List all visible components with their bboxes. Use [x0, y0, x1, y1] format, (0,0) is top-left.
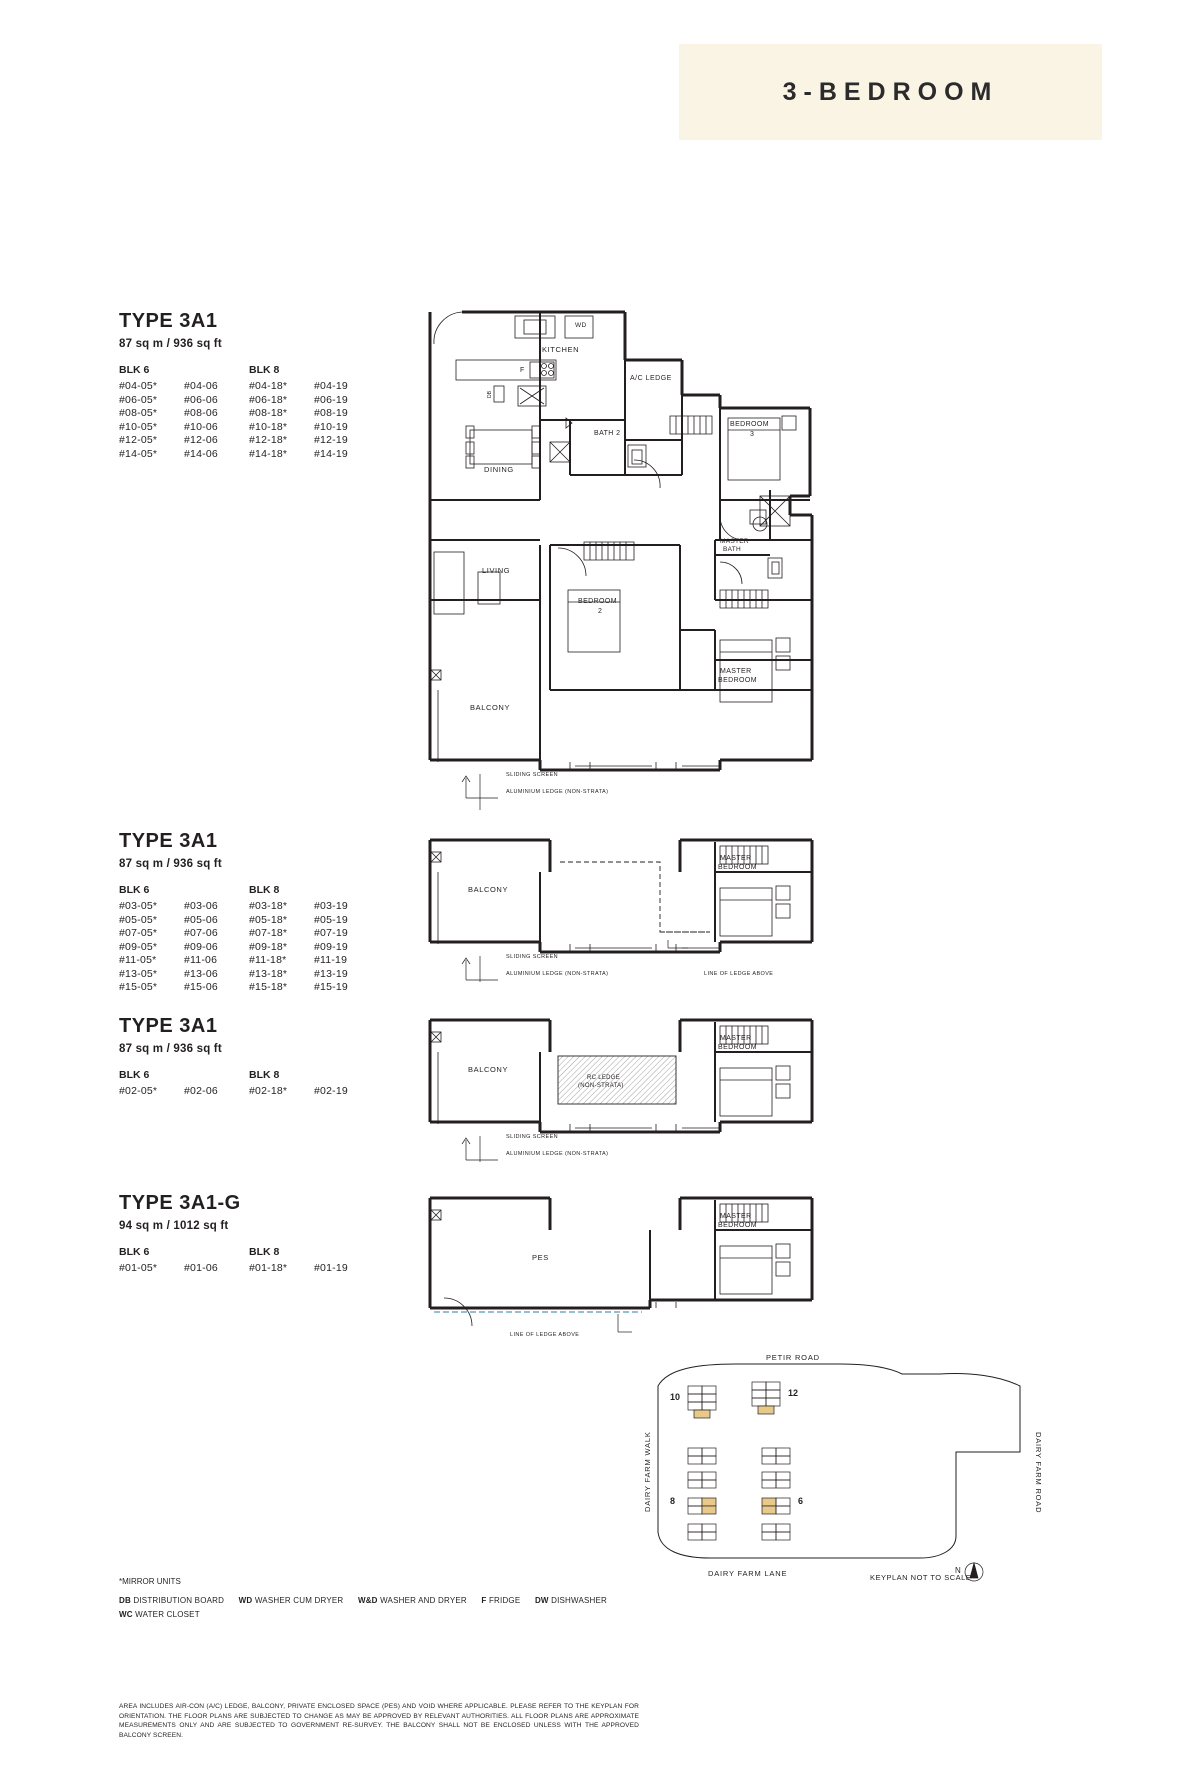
label-rc-ledge-2: (NON-STRATA) — [578, 1083, 624, 1089]
table-row — [119, 927, 374, 941]
floorplan-partial-4 — [420, 1190, 920, 1350]
keyplan-block-6: 6 — [798, 1496, 804, 1506]
label-master-bedroom-2: BEDROOM — [718, 677, 757, 684]
table-row — [119, 900, 374, 914]
unit-cell: #14-19 — [314, 447, 348, 460]
label-ac-ledge: A/C LEDGE — [630, 375, 672, 382]
table-row — [119, 434, 374, 448]
unit-cell: #06-19 — [314, 393, 348, 406]
plan-area: 87 sq m / 936 sq ft — [119, 1043, 222, 1055]
unit-cell: #02-19 — [314, 1085, 348, 1097]
unit-table — [119, 380, 374, 461]
unit-cell: #15-19 — [314, 981, 348, 993]
table-row — [119, 394, 374, 408]
floorplan-partial-2 — [420, 832, 920, 982]
unit-cell: #01-06 — [184, 1262, 218, 1274]
keyplan-block-12: 12 — [788, 1388, 799, 1398]
unit-cell: #09-05* — [119, 940, 158, 953]
blk-label-left: BLK 6 — [119, 884, 150, 896]
unit-cell: #01-19 — [314, 1262, 348, 1274]
label-master-bedroom: MASTER — [720, 1213, 752, 1220]
keyplan-block-10: 10 — [670, 1392, 681, 1402]
label-bath2: BATH 2 — [594, 430, 621, 437]
mirror-units-note: *MIRROR UNITS — [119, 1577, 181, 1586]
keyplan-road-top: PETIR ROAD — [766, 1353, 820, 1362]
unit-cell: #13-05* — [119, 967, 158, 980]
label-kitchen: KITCHEN — [542, 345, 580, 354]
label-balcony: BALCONY — [470, 703, 511, 712]
label-sliding-screen: SLIDING SCREEN — [506, 1134, 559, 1140]
blk-label-right: BLK 8 — [249, 884, 280, 896]
label-rc-ledge: RC LEDGE — [587, 1075, 621, 1081]
unit-cell: #10-18* — [249, 420, 288, 433]
legend-line-1 — [119, 1596, 607, 1605]
label-balcony: BALCONY — [468, 1065, 509, 1074]
label-balcony: BALCONY — [468, 885, 509, 894]
unit-cell: #02-18* — [249, 1085, 288, 1097]
plan-type-title: TYPE 3A1 — [119, 1015, 218, 1037]
blk-label-right: BLK 8 — [249, 364, 280, 376]
label-line-of-ledge: LINE OF LEDGE ABOVE — [510, 1332, 580, 1338]
unit-cell: #13-06 — [184, 967, 218, 980]
unit-cell: #12-05* — [119, 434, 158, 446]
unit-cell: #15-05* — [119, 981, 158, 993]
unit-cell: #08-06 — [184, 407, 218, 419]
unit-cell: #06-06 — [184, 393, 218, 406]
label-bedroom3-num: 3 — [750, 431, 754, 438]
unit-cell: #07-18* — [249, 927, 288, 939]
keyplan-block-8: 8 — [670, 1496, 676, 1506]
unit-cell: #14-18* — [249, 447, 288, 460]
table-row — [119, 1085, 374, 1099]
label-sliding-screen: SLIDING SCREEN — [506, 954, 559, 960]
floorplan-partial-3 — [420, 1012, 920, 1162]
unit-cell: #03-06 — [184, 900, 218, 912]
unit-cell: #10-19 — [314, 420, 348, 433]
table-row — [119, 1262, 374, 1276]
plan-type-title: TYPE 3A1-G — [119, 1192, 241, 1214]
unit-cell: #12-18* — [249, 434, 288, 446]
unit-cell: #12-06 — [184, 434, 218, 446]
keyplan-road-left: DAIRY FARM WALK — [643, 1431, 652, 1512]
label-aluminium-ledge: ALUMINIUM LEDGE (NON-STRATA) — [506, 971, 609, 977]
plan-type-title: TYPE 3A1 — [119, 310, 218, 332]
unit-cell: #08-05* — [119, 407, 158, 419]
unit-cell: #11-06 — [184, 954, 218, 966]
unit-cell: #01-05* — [119, 1262, 158, 1274]
unit-cell: #05-06 — [184, 913, 218, 926]
unit-cell: #03-18* — [249, 900, 288, 912]
unit-cell: #04-19 — [314, 380, 348, 392]
blk-label-left: BLK 6 — [119, 364, 150, 376]
unit-table — [119, 900, 374, 995]
keyplan — [640, 1352, 1060, 1612]
keyplan-note: KEYPLAN NOT TO SCALE — [870, 1573, 972, 1582]
legend-text-wandd: WASHER AND DRYER — [380, 1596, 467, 1605]
unit-cell: #14-06 — [184, 447, 218, 460]
unit-cell: #04-18* — [249, 380, 288, 392]
unit-cell: #11-05* — [119, 954, 157, 966]
label-master-bedroom: MASTER — [720, 855, 752, 862]
unit-cell: #15-06 — [184, 981, 218, 993]
legend-abbr-db: DB — [119, 1596, 131, 1605]
label-sliding-screen: SLIDING SCREEN — [506, 772, 559, 778]
label-master-bedroom: MASTER — [720, 1035, 752, 1042]
legend-abbr-wandd: W&D — [357, 1596, 378, 1605]
legend-text-f: FRIDGE — [488, 1596, 521, 1605]
disclaimer-text: AREA INCLUDES AIR-CON (A/C) LEDGE, BALCONY, PRIVATE ENCLOSED SPACE (PES) AND VOID WHERE APPLICABLE. PLEASE REFER TO THE KEYPLAN FOR ORIENTATION. THE FLOOR PLANS ARE SUBJECTED TO CHANGE AS MAY BE APPROVED BY RELEVANT AUTHORITIES. ALL FLOOR PLANS ARE APPROXIMATE MEASUREMENTS ONLY AND ARE SUBJECTED TO GOVERNMENT RE-SURVEY. THE BALCONY SHALL NOT BE ENCLOSED UNLESS WITH THE APPROVED BALCONY SCREEN. — [119, 1703, 639, 1739]
unit-cell: #13-18* — [249, 967, 288, 980]
unit-cell: #06-18* — [249, 393, 288, 406]
unit-cell: #01-18* — [249, 1262, 288, 1274]
label-line-of-ledge: LINE OF LEDGE ABOVE — [704, 971, 774, 977]
legend-text-dw: DISHWASHER — [551, 1596, 608, 1605]
plan-area: 87 sq m / 936 sq ft — [119, 858, 222, 870]
unit-cell: #10-06 — [184, 420, 218, 433]
label-bedroom3: BEDROOM — [730, 421, 769, 428]
page-header-banner — [679, 44, 1102, 140]
label-master-bath: MASTER — [720, 538, 749, 545]
legend-text-wd: WASHER CUM DRYER — [254, 1596, 344, 1605]
legend-abbr-wd: WD — [238, 1596, 253, 1605]
unit-cell: #07-05* — [119, 927, 158, 939]
label-living: LIVING — [482, 566, 511, 575]
label-master-bedroom: MASTER — [720, 668, 752, 675]
label-master-bedroom-2: BEDROOM — [718, 1222, 757, 1229]
label-dining: DINING — [484, 465, 514, 474]
label-master-bedroom-2: BEDROOM — [718, 1044, 757, 1051]
label-db: DB — [487, 391, 493, 398]
legend-line-2 — [119, 1610, 200, 1619]
unit-cell: #05-19 — [314, 913, 348, 926]
label-fridge: F — [520, 367, 525, 374]
table-row — [119, 380, 374, 394]
plan-info-1 — [119, 310, 374, 461]
legend-abbr-dw: DW — [534, 1596, 549, 1605]
keyplan-north: N — [955, 1566, 961, 1575]
plan-area: 87 sq m / 936 sq ft — [119, 338, 222, 350]
unit-cell: #10-05* — [119, 420, 158, 433]
label-aluminium-ledge: ALUMINIUM LEDGE (NON-STRATA) — [506, 789, 609, 795]
legend-abbr-f: F — [481, 1596, 487, 1605]
unit-cell: #15-18* — [249, 981, 288, 993]
blk-label-left: BLK 6 — [119, 1246, 150, 1258]
label-master-bath-2: BATH — [723, 546, 742, 553]
label-aluminium-ledge: ALUMINIUM LEDGE (NON-STRATA) — [506, 1151, 609, 1157]
blk-label-right: BLK 8 — [249, 1246, 280, 1258]
keyplan-road-right: DAIRY FARM ROAD — [1034, 1432, 1043, 1514]
table-row — [119, 981, 374, 995]
label-bedroom2: BEDROOM — [578, 598, 617, 605]
page-title: 3-BEDROOM — [782, 77, 999, 106]
unit-cell: #02-05* — [119, 1085, 158, 1097]
unit-cell: #08-18* — [249, 407, 288, 419]
unit-cell: #09-19 — [314, 940, 348, 953]
plan-type-title: TYPE 3A1 — [119, 830, 218, 852]
unit-cell: #02-06 — [184, 1085, 218, 1097]
keyplan-road-bottom: DAIRY FARM LANE — [708, 1569, 788, 1578]
unit-cell: #07-06 — [184, 927, 218, 939]
label-bedroom2-num: 2 — [598, 608, 602, 615]
label-master-bedroom-2: BEDROOM — [718, 864, 757, 871]
unit-cell: #05-18* — [249, 913, 288, 926]
blk-label-right: BLK 8 — [249, 1069, 280, 1081]
label-wd: WD — [575, 322, 587, 329]
unit-cell: #07-19 — [314, 927, 348, 939]
unit-cell: #03-19 — [314, 900, 348, 912]
unit-cell: #03-05* — [119, 900, 158, 912]
unit-cell: #12-19 — [314, 434, 348, 446]
unit-cell: #09-18* — [249, 940, 288, 953]
table-row — [119, 407, 374, 421]
label-pes: PES — [532, 1253, 549, 1262]
unit-cell: #11-19 — [314, 954, 348, 966]
floorplan-main — [420, 300, 920, 810]
table-row — [119, 968, 374, 982]
plan-info-2 — [119, 830, 374, 995]
unit-cell: #11-18* — [249, 954, 287, 966]
table-row — [119, 914, 374, 928]
unit-table — [119, 1085, 374, 1099]
table-row — [119, 954, 374, 968]
unit-cell: #04-06 — [184, 380, 218, 392]
unit-cell: #06-05* — [119, 393, 158, 406]
legend-text-db: DISTRIBUTION BOARD — [133, 1596, 225, 1605]
plan-info-3 — [119, 1015, 374, 1099]
blk-label-left: BLK 6 — [119, 1069, 150, 1081]
unit-cell: #08-19 — [314, 407, 348, 419]
table-row — [119, 448, 374, 462]
legend-abbr-wc: WC — [119, 1610, 133, 1619]
unit-cell: #04-05* — [119, 380, 158, 392]
unit-table — [119, 1262, 374, 1276]
table-row — [119, 941, 374, 955]
plan-info-4 — [119, 1192, 374, 1276]
unit-cell: #13-19 — [314, 967, 348, 980]
plan-area: 94 sq m / 1012 sq ft — [119, 1220, 229, 1232]
unit-cell: #09-06 — [184, 940, 218, 953]
table-row — [119, 421, 374, 435]
unit-cell: #14-05* — [119, 447, 158, 460]
unit-cell: #05-05* — [119, 913, 158, 926]
legend-text-wc: WATER CLOSET — [135, 1610, 200, 1619]
